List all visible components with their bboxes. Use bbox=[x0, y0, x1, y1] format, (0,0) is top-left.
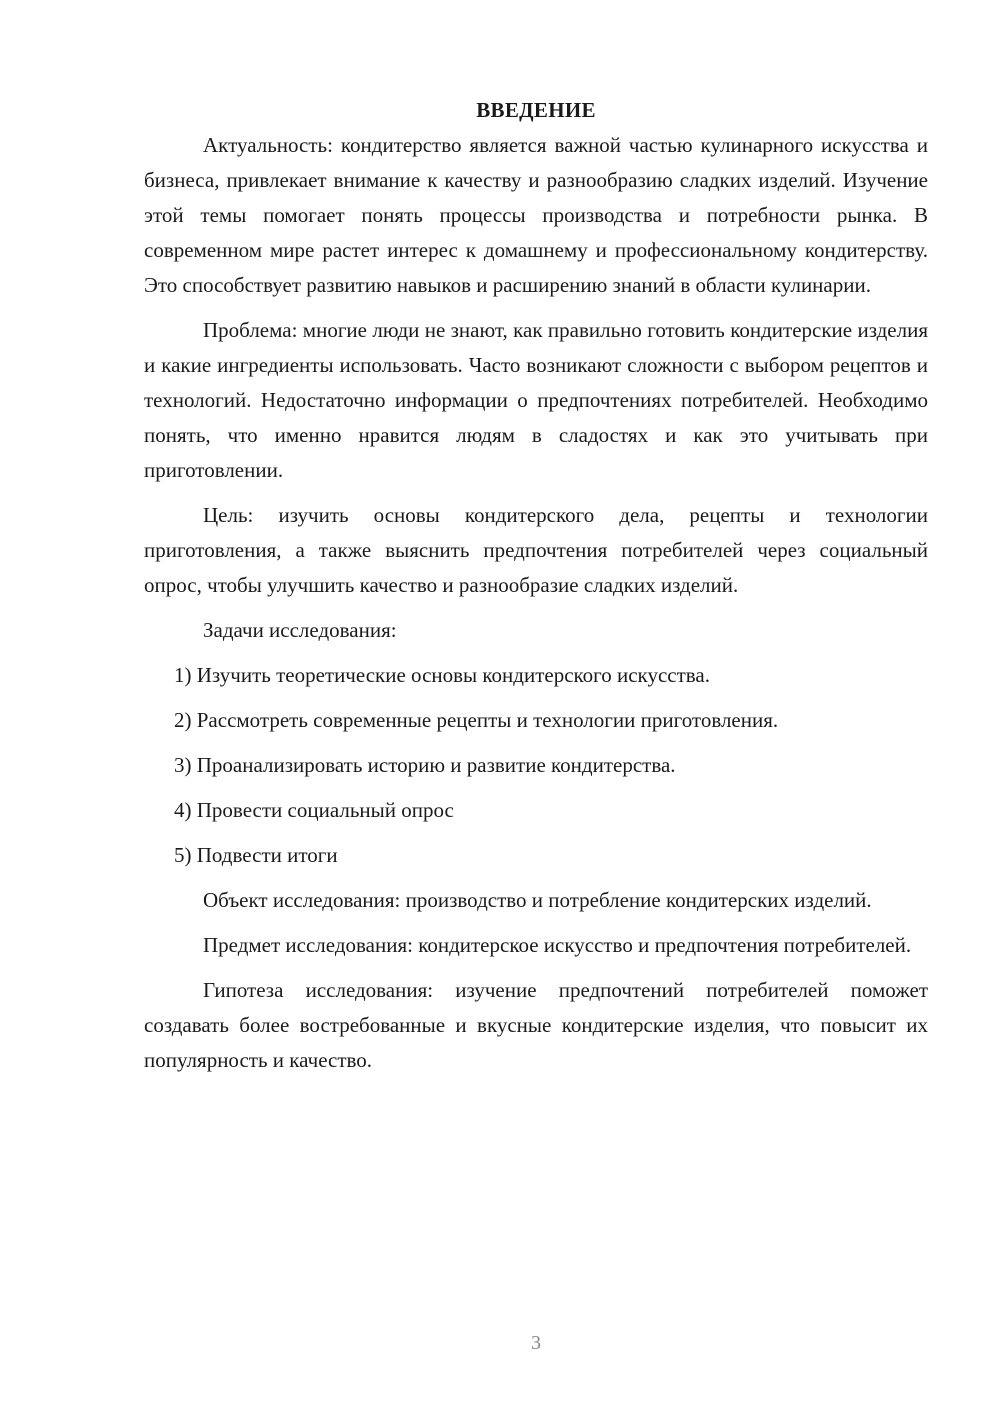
page-number: 3 bbox=[531, 1332, 541, 1354]
task-item: 1) Изучить теоретические основы кондитерского искусства. bbox=[174, 663, 710, 687]
task-item: 4) Провести социальный опрос bbox=[174, 798, 454, 822]
task-item: 5) Подвести итоги bbox=[174, 843, 338, 867]
task-item: 2) Рассмотреть современные рецепты и технологии приготовления. bbox=[174, 708, 779, 732]
tasks-list bbox=[144, 658, 928, 873]
object-paragraph: Объект исследования: производство и потребление кондитерских изделий. bbox=[203, 888, 872, 912]
problem-paragraph: Проблема: многие люди не знают, как правильно готовить кондитерские изделия и какие ингредиенты использовать. Часто возникают сложности с выбором рецептов и технологий. Недостаточно информации о предпочтениях потребителей. Необходимо понять, что именно нравится людям в сладостях и как это учитывать при приготовлении. bbox=[144, 318, 928, 482]
subject-paragraph: Предмет исследования: кондитерское искусство и предпочтения потребителей. bbox=[203, 933, 912, 957]
relevance-paragraph: Актуальность: кондитерство является важной частью кулинарного искусства и бизнеса, привлекает внимание к качеству и разнообразию сладких изделий. Изучение этой темы помогает понять процессы производства и потребности рынка. В современном мире растет интерес к домашнему и профессиональному кондитерству. Это способствует развитию навыков и расширению знаний в области кулинарии. bbox=[144, 133, 928, 297]
hypothesis-paragraph: Гипотеза исследования: изучение предпочтений потребителей поможет создавать более востребованные и вкусные кондитерские изделия, что повысит их популярность и качество. bbox=[144, 978, 928, 1072]
task-item: 3) Проанализировать историю и развитие кондитерства. bbox=[174, 753, 676, 777]
document-page bbox=[144, 93, 928, 1078]
tasks-label: Задачи исследования: bbox=[203, 618, 397, 642]
section-heading: ВВЕДЕНИЕ bbox=[476, 98, 596, 122]
goal-paragraph: Цель: изучить основы кондитерского дела, рецепты и технологии приготовления, а также выяснить предпочтения потребителей через социальный опрос, чтобы улучшить качество и разнообразие сладких изделий. bbox=[144, 503, 928, 597]
